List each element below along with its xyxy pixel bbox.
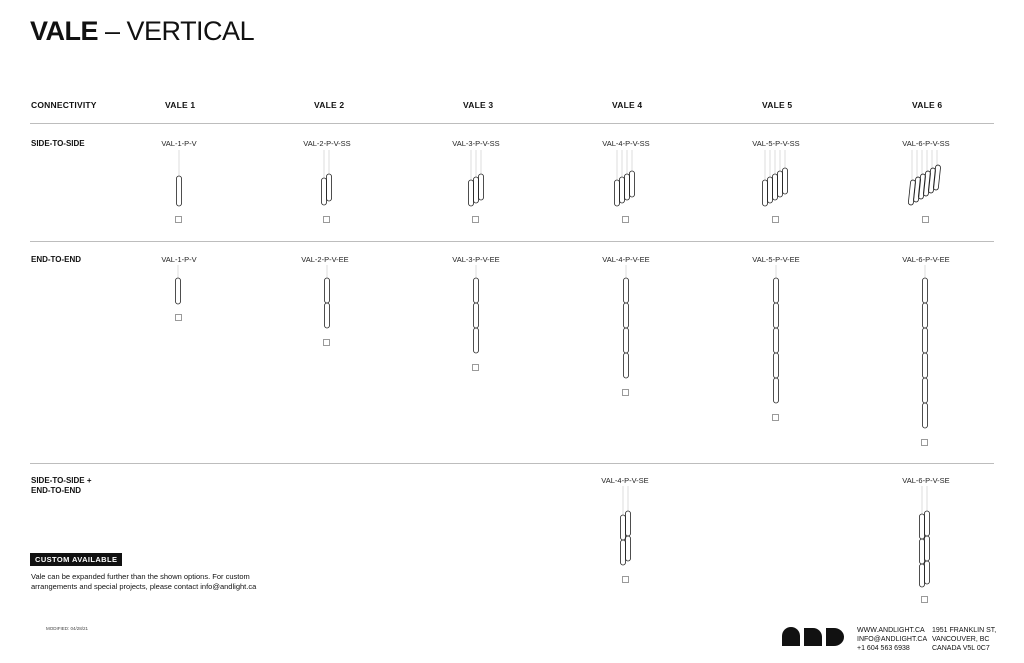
select-checkbox[interactable]: [622, 216, 629, 223]
select-checkbox[interactable]: [472, 216, 479, 223]
select-checkbox[interactable]: [921, 439, 928, 446]
pendant-illustration: [759, 150, 793, 208]
phone-number: +1 604 563 6938: [857, 645, 910, 652]
product-code: VAL-6-P-V-SE: [902, 476, 950, 485]
header-vale-2: VALE 2: [314, 100, 345, 110]
address-line-3: CANADA V5L 0C7: [932, 645, 990, 652]
product-code: VAL-3-P-V-EE: [452, 255, 500, 264]
row-label-line-2: END-TO-END: [31, 486, 82, 495]
pendant-illustration: [906, 150, 946, 208]
pendant-illustration: [171, 265, 185, 307]
product-code: VAL-5-P-V-EE: [752, 255, 800, 264]
divider: [30, 463, 994, 464]
custom-available-badge: CUSTOM AVAILABLE: [30, 553, 122, 566]
pendant-illustration: [918, 265, 932, 433]
header-vale-3: VALE 3: [463, 100, 494, 110]
pendant-illustration: [769, 265, 783, 408]
select-checkbox[interactable]: [323, 216, 330, 223]
pendant-illustration: [469, 265, 483, 357]
row-label-side-to-side-end-to-end: [31, 476, 92, 496]
header-connectivity: CONNECTIVITY: [31, 100, 97, 110]
custom-note: Vale can be expanded further than the shown options. For custom arrangements and special projects, please contact info@andlight.ca: [31, 572, 257, 591]
product-code: VAL-4-P-V-SE: [601, 476, 649, 485]
title-rest: – VERTICAL: [98, 16, 255, 46]
pendant-illustration: [611, 150, 641, 208]
product-code: VAL-3-P-V-SS: [452, 139, 500, 148]
product-code: VAL-1-P-V: [161, 139, 197, 148]
product-code: VAL-2-P-V-SS: [303, 139, 351, 148]
pendant-illustration: [464, 150, 490, 208]
product-code: VAL-6-P-V-SS: [902, 139, 950, 148]
select-checkbox[interactable]: [772, 414, 779, 421]
address-block: [932, 626, 996, 653]
header-vale-4: VALE 4: [612, 100, 643, 110]
product-code: VAL-4-P-V-EE: [602, 255, 650, 264]
modified-date: MODIFIED: 04/28/21: [46, 626, 89, 631]
select-checkbox[interactable]: [622, 389, 629, 396]
pendant-illustration: [617, 486, 635, 568]
contact-block: [857, 626, 927, 653]
product-code: VAL-5-P-V-SS: [752, 139, 800, 148]
website-link[interactable]: WWW.ANDLIGHT.CA: [857, 627, 925, 634]
select-checkbox[interactable]: [772, 216, 779, 223]
pendant-illustration: [170, 150, 190, 208]
row-label-line-1: SIDE-TO-SIDE +: [31, 476, 92, 485]
and-logo-icon: [782, 626, 844, 646]
select-checkbox[interactable]: [175, 314, 182, 321]
pendant-illustration: [320, 265, 334, 333]
pendant-illustration: [915, 486, 935, 590]
header-vale-1: VALE 1: [165, 100, 196, 110]
product-code: VAL-1-P-V: [161, 255, 197, 264]
select-checkbox[interactable]: [323, 339, 330, 346]
address-line-1: 1951 FRANKLIN ST,: [932, 627, 997, 634]
header-vale-6: VALE 6: [912, 100, 943, 110]
row-label-side-to-side: SIDE-TO-SIDE: [31, 139, 85, 148]
product-code: VAL-2-P-V-EE: [301, 255, 349, 264]
product-code: VAL-4-P-V-SS: [602, 139, 650, 148]
select-checkbox[interactable]: [922, 216, 929, 223]
product-code: VAL-6-P-V-EE: [902, 255, 950, 264]
divider: [30, 123, 994, 124]
address-line-2: VANCOUVER, BC: [932, 636, 990, 643]
row-label-end-to-end: END-TO-END: [31, 255, 82, 264]
pendant-illustration: [316, 150, 340, 208]
title-bold: VALE: [30, 16, 99, 46]
select-checkbox[interactable]: [175, 216, 182, 223]
page-title: [30, 14, 254, 48]
select-checkbox[interactable]: [622, 576, 629, 583]
header-vale-5: VALE 5: [762, 100, 793, 110]
select-checkbox[interactable]: [921, 596, 928, 603]
divider: [30, 241, 994, 242]
pendant-illustration: [619, 265, 633, 383]
email-link[interactable]: INFO@ANDLIGHT.CA: [857, 636, 928, 643]
select-checkbox[interactable]: [472, 364, 479, 371]
